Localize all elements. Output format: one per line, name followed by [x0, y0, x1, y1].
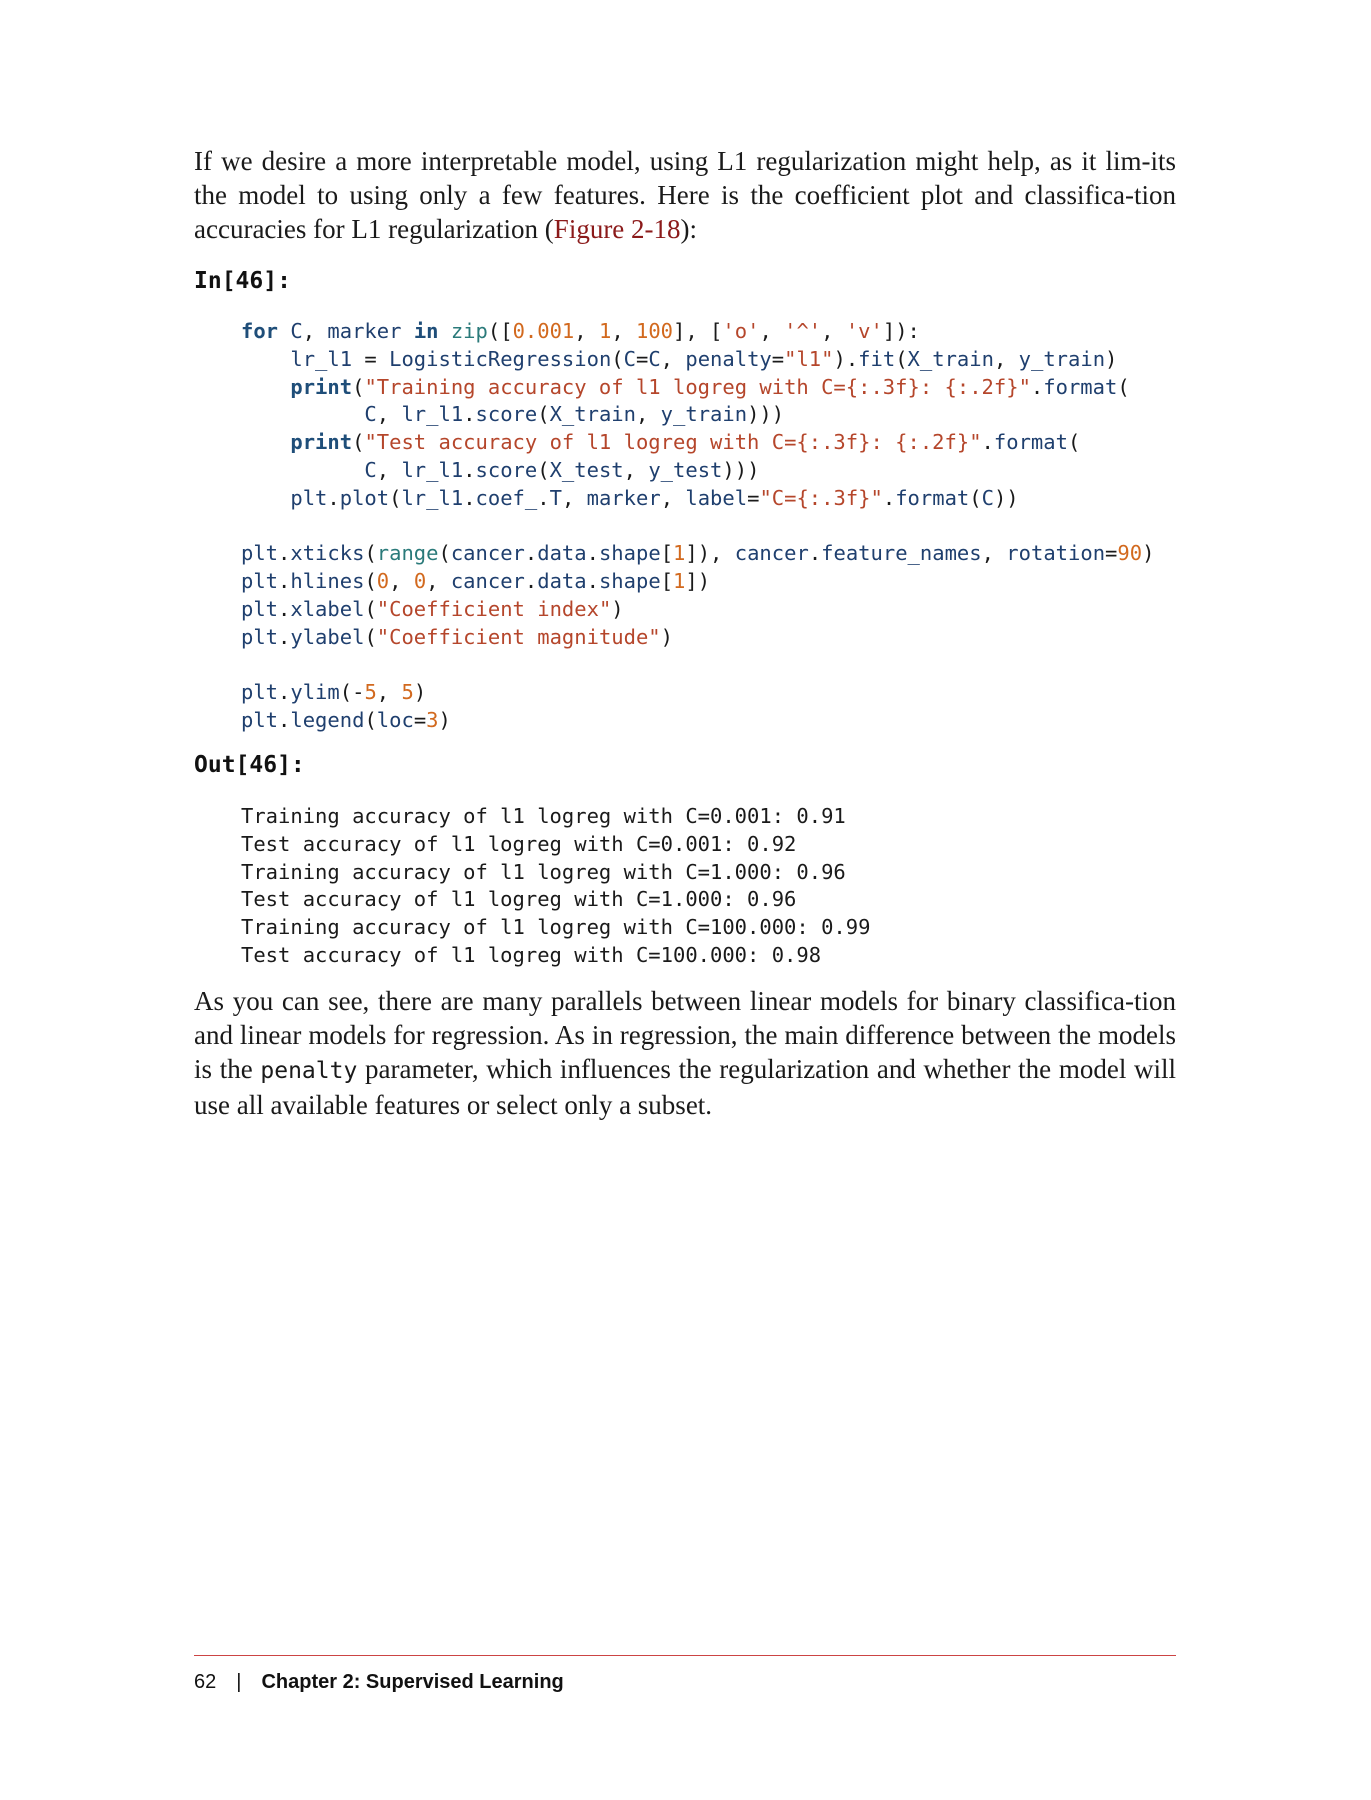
output-line: Training accuracy of l1 logreg with C=1.000: 0.96 [241, 859, 846, 884]
intro-text: If we desire a more interpretable model, using L1 regularization might help, as it lim-its the model to using only a few features. Here is the coefficient plot and classifica-tion accuracies for L1 regularization ( [194, 146, 1176, 244]
conclusion-text-end: parameter, which influences the regularization and whether the model will use all available features or select only a subset. [194, 1054, 1177, 1120]
code-block [241, 318, 1154, 735]
code-line: for C, marker in zip([0.001, 1, 100], ['o', '^', 'v']): [241, 319, 920, 343]
code-line: plt.xlabel("Coefficient index") [241, 596, 624, 621]
output-block [241, 803, 870, 970]
page-footer [194, 1667, 564, 1697]
code-line: print("Test accuracy of l1 logreg with C={:.3f}: {:.2f}".format( [290, 430, 1081, 455]
intro-text-end: ): [680, 214, 698, 244]
output-line: Test accuracy of l1 logreg with C=100.000: 0.98 [241, 942, 822, 967]
code-line: plt.hlines(0, 0, cancer.data.shape[1]) [241, 569, 711, 594]
conclusion-text: As you can see, there are many parallels between linear models for binary classifica-tion and linear models for regression. As in regression, the main difference between the models is the [194, 986, 1176, 1084]
code-line: plt.plot(lr_l1.coef_.T, marker, label="C={:.3f}".format(C)) [290, 485, 1019, 510]
output-line: Test accuracy of l1 logreg with C=1.000: 0.96 [241, 887, 797, 912]
output-line: Training accuracy of l1 logreg with C=100.000: 0.99 [241, 915, 871, 940]
conclusion-paragraph [194, 984, 1176, 1122]
inline-code-penalty: penalty [260, 1058, 358, 1084]
code-line: plt.legend(loc=3) [241, 708, 451, 733]
code-line: print("Training accuracy of l1 logreg with C={:.3f}: {:.2f}".format( [290, 374, 1130, 399]
page-number: 62 [194, 1670, 217, 1693]
figure-link[interactable]: Figure 2-18 [553, 214, 681, 244]
code-line: C, lr_l1.score(X_test, y_test))) [364, 457, 760, 482]
chapter-title: Chapter 2: Supervised Learning [261, 1670, 564, 1693]
code-line: plt.ylabel("Coefficient magnitude") [241, 624, 673, 649]
output-prompt: Out[46]: [194, 752, 305, 778]
code-line: plt.xticks(range(cancer.data.shape[1]), cancer.feature_names, rotation=90) [241, 541, 1155, 566]
footer-rule [194, 1655, 1176, 1656]
output-line: Test accuracy of l1 logreg with C=0.001: 0.92 [241, 831, 797, 856]
code-line: plt.ylim(-5, 5) [241, 680, 427, 705]
input-prompt: In[46]: [194, 268, 291, 294]
code-line: lr_l1 = LogisticRegression(C=C, penalty="l1").fit(X_train, y_train) [290, 346, 1118, 371]
output-line: Training accuracy of l1 logreg with C=0.001: 0.91 [241, 804, 846, 828]
code-line: C, lr_l1.score(X_train, y_train))) [364, 402, 785, 427]
footer-separator: | [236, 1670, 242, 1693]
intro-paragraph [194, 144, 1176, 246]
